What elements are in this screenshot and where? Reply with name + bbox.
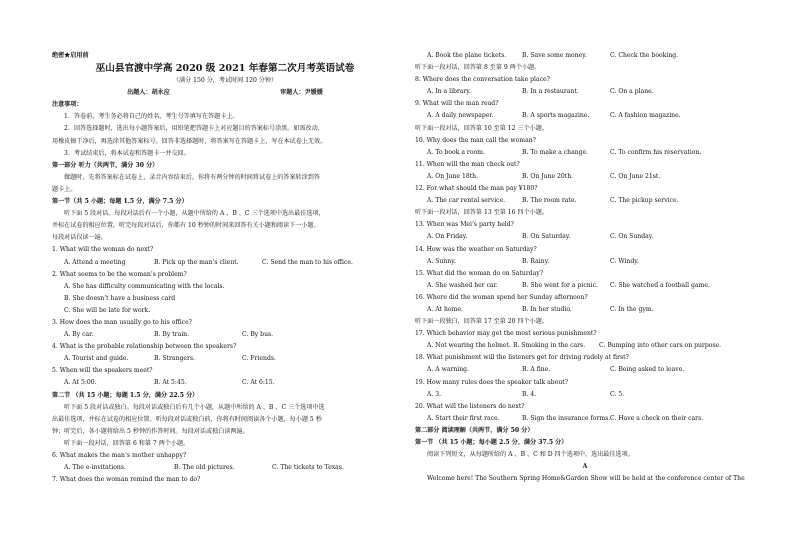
question-12-options xyxy=(415,195,755,207)
option-b: B. The old pictures. xyxy=(174,464,235,472)
section2-heading: 第二节 （共 15 小题；每题 1.5 分，满分 22.5 分） xyxy=(52,391,199,399)
listen-instruction: 听下面一段对话，回答第 8 至第 9 两个小题。 xyxy=(415,64,541,72)
reviewer-name: 审题人：尹媛媛 xyxy=(280,89,323,97)
section2-intro: 钟；听完后，各小题将给出 5 秒钟的作答时间。每段对话或独白读两遍。 xyxy=(52,427,249,435)
question-16: 16. Where did the woman spend her Sunday afternoon? xyxy=(415,293,588,301)
part2-heading: 第二部分 阅读理解（共两节，满分 50 分） xyxy=(415,426,534,434)
option-a: A. She has difficulty communicating with the locals. xyxy=(64,282,225,290)
option-a: A. Sunny. xyxy=(427,257,456,265)
left-column xyxy=(52,50,398,486)
note-item: 用橡皮擦干净后，再选涂其他答案标号。回答非选择题时，将答案写在答题卡上，写在本试卷上无效。 xyxy=(52,137,327,145)
listen-instruction: 听下面一段对话，回答第 13 至第 16 四个小题。 xyxy=(415,209,548,217)
option-c: C. Friends. xyxy=(242,355,276,363)
option-b: B. To make a change. xyxy=(522,148,589,156)
option-a: A. Attend a meeting xyxy=(64,258,126,266)
option-b: B. The room rate. xyxy=(522,197,577,205)
question-16-options xyxy=(415,304,755,316)
option-c: C. A fashion magazine. xyxy=(610,112,681,120)
listen-instruction: 听下面一段对话，回答第 10 至第 12 三个小题。 xyxy=(415,124,548,132)
section1-intro: 并标在试卷的相应位置。听完每段对话后，你都有 10 秒钟的时间来回答有关小题和阅读下一小题。 xyxy=(52,222,320,230)
option-b: B. In a restaurant. xyxy=(522,88,579,96)
passage-text: Welcome here! The Southern Spring Home&Garden Show will be held at the conference center of The xyxy=(427,475,745,483)
question-12: 12. For what should the man pay ¥180? xyxy=(415,185,538,193)
option-c: C. At 6:15. xyxy=(242,379,275,387)
question-9-options xyxy=(415,110,755,122)
option-b: B. Sign the insurance forms. xyxy=(522,414,611,422)
question-20-options xyxy=(415,413,755,425)
question-17: 17. Which behavior may get the most serious punishment? xyxy=(415,330,597,338)
option-b: B. By train. xyxy=(154,331,190,339)
option-a: A. Book the plane tickets. xyxy=(427,52,507,59)
option-c: C. She will be late for work. xyxy=(64,306,151,314)
question-4: 4. What is the probable relationship between the speakers? xyxy=(52,343,237,351)
option-b: B. On Saturday. xyxy=(522,233,571,241)
setter-name: 出题人：胡永应 xyxy=(127,89,170,97)
option-a: A. By car. xyxy=(64,331,94,339)
question-1: 1. What will the woman do next? xyxy=(52,246,154,254)
notes-heading: 注意事项： xyxy=(52,101,83,109)
option-a: A. To book a room. xyxy=(427,148,485,156)
question-15: 15. What did the woman do on Saturday? xyxy=(415,269,543,277)
confidential-seal: 绝密★启用前 xyxy=(52,52,89,59)
note-item: 1．答卷前，考生务必将自己的姓名、考生号等填写在答题卡上。 xyxy=(64,113,239,121)
option-b: B. At 5:45. xyxy=(154,379,187,387)
question-15-options xyxy=(415,280,755,292)
option-c: C. On a plane. xyxy=(610,88,654,96)
option-a: A. In a library. xyxy=(427,88,471,96)
question-4-options xyxy=(52,353,398,365)
option-c: C. By bus. xyxy=(242,331,274,339)
question-3: 3. How does the man usually go to his office? xyxy=(52,318,192,326)
option-a: A. On June 18th. xyxy=(427,172,479,180)
option-b: B. Smoking in the cars. xyxy=(513,342,586,350)
section1-intro: 每段对话仅读一遍。 xyxy=(52,234,107,242)
question-11: 11. When will the man check out? xyxy=(415,160,520,168)
option-c: C. On June 21st. xyxy=(610,172,661,180)
option-a: A. On Friday. xyxy=(427,233,468,241)
question-20: 20. What will the listeners do next? xyxy=(415,402,525,410)
question-5: 5. When will the speakers meet? xyxy=(52,367,153,375)
question-7-options xyxy=(415,50,755,62)
option-c: C. Send the man to his office. xyxy=(262,258,353,266)
option-b: B. Pick up the man’s client. xyxy=(154,258,239,266)
option-a: A. Not wearing the helmet. xyxy=(427,342,511,350)
option-c: C. The pickup service. xyxy=(610,197,679,205)
passage-letter: A xyxy=(582,463,588,471)
section1-heading: 第一节（共 5 小题；每题 1.5 分，满分 7.5 分） xyxy=(52,198,188,206)
question-7: 7. What does the woman remind the man to do? xyxy=(52,476,201,484)
note-item: 3．考试结束后，将本试卷和答题卡一并交回。 xyxy=(64,149,190,157)
part1-intro: 题卡上。 xyxy=(52,185,77,193)
question-8: 8. Where does the conversation take place? xyxy=(415,76,550,84)
question-11-options xyxy=(415,171,755,183)
question-6-options xyxy=(52,462,398,474)
question-19-options xyxy=(415,389,755,401)
option-a: A. Start their first race. xyxy=(427,414,500,422)
option-b: B. She doesn’t have a business card xyxy=(64,294,176,302)
option-c: C. Being asked to leave. xyxy=(610,366,685,374)
question-8-options xyxy=(415,86,755,98)
question-14: 14. How was the weather on Saturday? xyxy=(415,245,537,253)
question-5-options xyxy=(52,377,398,389)
note-item: 2．回答选择题时，选出每小题答案后，用铅笔把答题卡上对应题目的答案标号涂黑。如需改动， xyxy=(64,125,324,133)
question-14-options xyxy=(415,256,755,268)
option-c: C. The tickets to Texas. xyxy=(272,464,344,472)
option-b: B. Strangers. xyxy=(154,355,195,363)
question-13-options xyxy=(415,231,755,243)
option-a: A. She washed her car. xyxy=(427,281,498,289)
option-b: B. On June 20th. xyxy=(522,172,574,180)
option-a: A. At home. xyxy=(427,305,463,313)
option-c: C. Have a check on their cars. xyxy=(610,414,704,422)
option-a: A. 3. xyxy=(427,390,442,398)
option-c: C. She watched a football game. xyxy=(610,281,710,289)
section1-intro: 听下面 5 段对话。每段对话后有一个小题，从题中所给的 A 、B 、C 三个选项中选出最佳选项， xyxy=(64,210,325,218)
option-c: C. Windy. xyxy=(610,257,639,265)
option-b: B. Rainy. xyxy=(522,257,550,265)
listen-instruction: 听下面一段对话，回答第 6 和第 7 两个小题。 xyxy=(64,439,190,447)
question-10: 10. Why does the man call the woman? xyxy=(415,136,536,144)
question-10-options xyxy=(415,147,755,159)
question-3-options xyxy=(52,329,398,341)
option-b: B. In her studio. xyxy=(522,305,572,313)
section2-intro: 听下面 5 段对话或独白。每段对话或独白后有几个小题，从题中所给的 A 、B 、C 三个选项中选 xyxy=(64,403,325,411)
exam-subtitle: （满分 150 分，考试时间 120 分钟） xyxy=(172,77,278,85)
question-6: 6. What makes the man’s mother unhappy? xyxy=(52,452,187,459)
part2-section1-heading: 第一节 （共 15 小题；每小题 2.5 分，满分 37.5 分） xyxy=(415,439,568,446)
option-c: C. On Sunday. xyxy=(610,233,654,241)
option-c: C. To confirm his reservation. xyxy=(610,148,702,156)
option-b: B. Save some money. xyxy=(522,52,587,59)
option-a: A. At 5:00. xyxy=(64,379,97,387)
question-1-options xyxy=(52,257,398,269)
option-c: C. 5. xyxy=(610,390,625,398)
question-18: 18. What punishment will the listeners get for driving rudely at first? xyxy=(415,354,629,362)
option-c: C. Check the booking. xyxy=(610,52,679,59)
right-column xyxy=(415,50,755,485)
part1-intro: 做题时，先将答案标在试卷上，录音内容结束后，你将有两分钟的时间将试卷上的答案转涂到答 xyxy=(64,173,320,181)
question-2: 2. What seems to be the woman’s problem? xyxy=(52,270,187,278)
part2-intro: 阅读下列短文，从每题所给的 A 、B 、C 和 D 四个选项中，选出最佳选项。 xyxy=(427,451,634,459)
option-b: B. A sports magazine. xyxy=(522,112,590,120)
option-a: A. A daily newspaper. xyxy=(427,112,494,120)
listen-instruction: 听下面一段独白，回答第 17 至第 20 四个小题。 xyxy=(415,318,548,326)
question-19: 19. How many rules does the speaker talk about? xyxy=(415,378,569,386)
section2-intro: 出最佳选项，并标在试卷的相应位置。听每段对话或独白前，你将有时间阅读各个小题，每小题 5 秒 xyxy=(52,415,322,423)
part1-heading: 第一部分 听力（共两节，满分 30 分） xyxy=(52,161,159,169)
option-c: C. In the gym. xyxy=(610,305,654,313)
question-18-options xyxy=(415,364,755,376)
option-a: A. Tourist and guide. xyxy=(64,355,129,363)
question-17-options xyxy=(415,340,755,352)
option-b: B. 4. xyxy=(522,390,537,398)
option-b: B. She went for a picnic. xyxy=(522,281,598,289)
option-c: C. Bumping into other cars on purpose. xyxy=(599,342,722,350)
option-b: B. A fine. xyxy=(522,366,551,374)
option-a: A. A warning. xyxy=(427,366,470,374)
question-9: 9. What will the man read? xyxy=(415,100,499,108)
option-a: A. The e-invitations. xyxy=(64,464,126,472)
page-title: 巫山县官渡中学高 2020 级 2021 年春第二次月考英语试卷 xyxy=(95,63,355,75)
question-13: 13. When was Mei’s party held? xyxy=(415,221,514,229)
option-a: A. The car rental service. xyxy=(427,197,506,205)
author-line xyxy=(52,87,398,99)
